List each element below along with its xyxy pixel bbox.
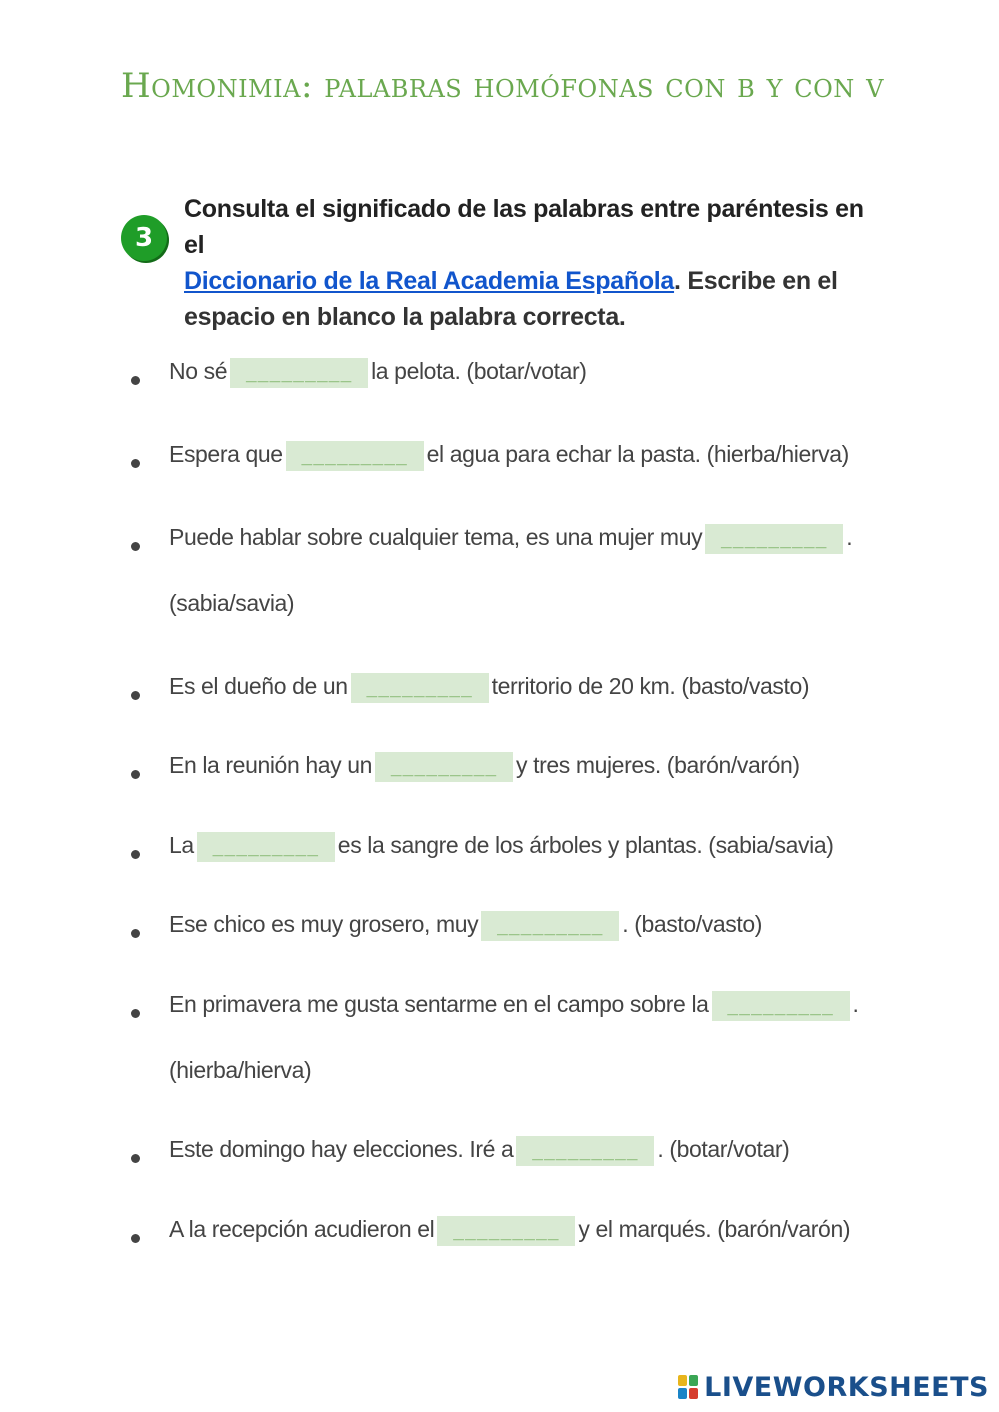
sentence-before: A la recepción acudieron el (169, 1216, 435, 1242)
instruction-rest: . Escribe en el espacio en blanco la palabra correcta. (184, 267, 838, 331)
sentence-after: y el marqués. (barón/varón) (578, 1216, 851, 1242)
sentence-before: Puede hablar sobre cualquier tema, es una mujer muy (169, 524, 703, 550)
answer-blank-input[interactable]: _________ (481, 911, 619, 941)
sentence-after: y tres mujeres. (barón/varón) (516, 752, 800, 778)
sentence-continuation: (hierba/hierva) (169, 1057, 312, 1083)
answer-blank-input[interactable]: _________ (705, 524, 843, 554)
bullet-icon (131, 459, 140, 468)
answer-blank-input[interactable]: _________ (197, 832, 335, 862)
answer-blank-input[interactable]: _________ (230, 358, 368, 388)
exercise-sentence (169, 989, 859, 1021)
exercise-sentence (169, 909, 762, 941)
sentence-continuation: (sabia/savia) (169, 590, 295, 616)
sentence-before: La (169, 832, 194, 858)
exercise-sentence (169, 671, 809, 703)
exercise-sentence (169, 439, 849, 471)
bullet-icon (131, 1234, 140, 1243)
sentence-before: Este domingo hay elecciones. Iré a (169, 1136, 514, 1162)
exercise-sentence (169, 830, 834, 862)
sentence-after: el agua para echar la pasta. (hierba/hierva) (426, 441, 849, 467)
liveworksheets-logo-icon (678, 1375, 700, 1401)
step-number-badge: 3 (121, 215, 167, 261)
bullet-icon (131, 1009, 140, 1018)
sentence-after: . (846, 524, 853, 550)
sentence-before: En la reunión hay un (169, 752, 372, 778)
bullet-icon (131, 376, 140, 385)
sentence-before: Ese chico es muy grosero, muy (169, 911, 479, 937)
sentence-after: . (botar/votar) (657, 1136, 790, 1162)
sentence-after: . (basto/vasto) (622, 911, 762, 937)
sentence-after: la pelota. (botar/votar) (371, 358, 587, 384)
bullet-icon (131, 929, 140, 938)
answer-blank-input[interactable]: _________ (351, 673, 489, 703)
bullet-icon (131, 691, 140, 700)
exercise-sentence (169, 1214, 850, 1246)
sentence-after: es la sangre de los árboles y plantas. (sabia/savia) (337, 832, 834, 858)
page-title: Homonimia: palabras homófonas con b y con v (121, 66, 884, 106)
bullet-icon (131, 542, 140, 551)
sentence-before: Espera que (169, 441, 283, 467)
bullet-icon (131, 1154, 140, 1163)
liveworksheets-logo (678, 1372, 989, 1403)
sentence-after: territorio de 20 km. (basto/vasto) (491, 673, 810, 699)
instruction-text (184, 191, 884, 335)
answer-blank-input[interactable]: _________ (286, 441, 424, 471)
sentence-before: Es el dueño de un (169, 673, 348, 699)
rae-dictionary-link[interactable]: Diccionario de la Real Academia Española (184, 267, 675, 295)
answer-blank-input[interactable]: _________ (375, 752, 513, 782)
exercise-sentence (169, 1134, 789, 1166)
bullet-icon (131, 850, 140, 859)
answer-blank-input[interactable]: _________ (437, 1216, 575, 1246)
bullet-icon (131, 770, 140, 779)
exercise-sentence (169, 522, 852, 554)
sentence-before: No sé (169, 358, 228, 384)
sentence-before: En primavera me gusta sentarme en el campo sobre la (169, 991, 709, 1017)
exercise-sentence (169, 356, 587, 388)
answer-blank-input[interactable]: _________ (712, 991, 850, 1021)
exercise-sentence (169, 750, 800, 782)
sentence-after: . (852, 991, 859, 1017)
answer-blank-input[interactable]: _________ (516, 1136, 654, 1166)
logo-text: LIVEWORKSHEETS (704, 1372, 989, 1403)
instruction-lead: Consulta el significado de las palabras entre paréntesis en el (184, 195, 864, 259)
